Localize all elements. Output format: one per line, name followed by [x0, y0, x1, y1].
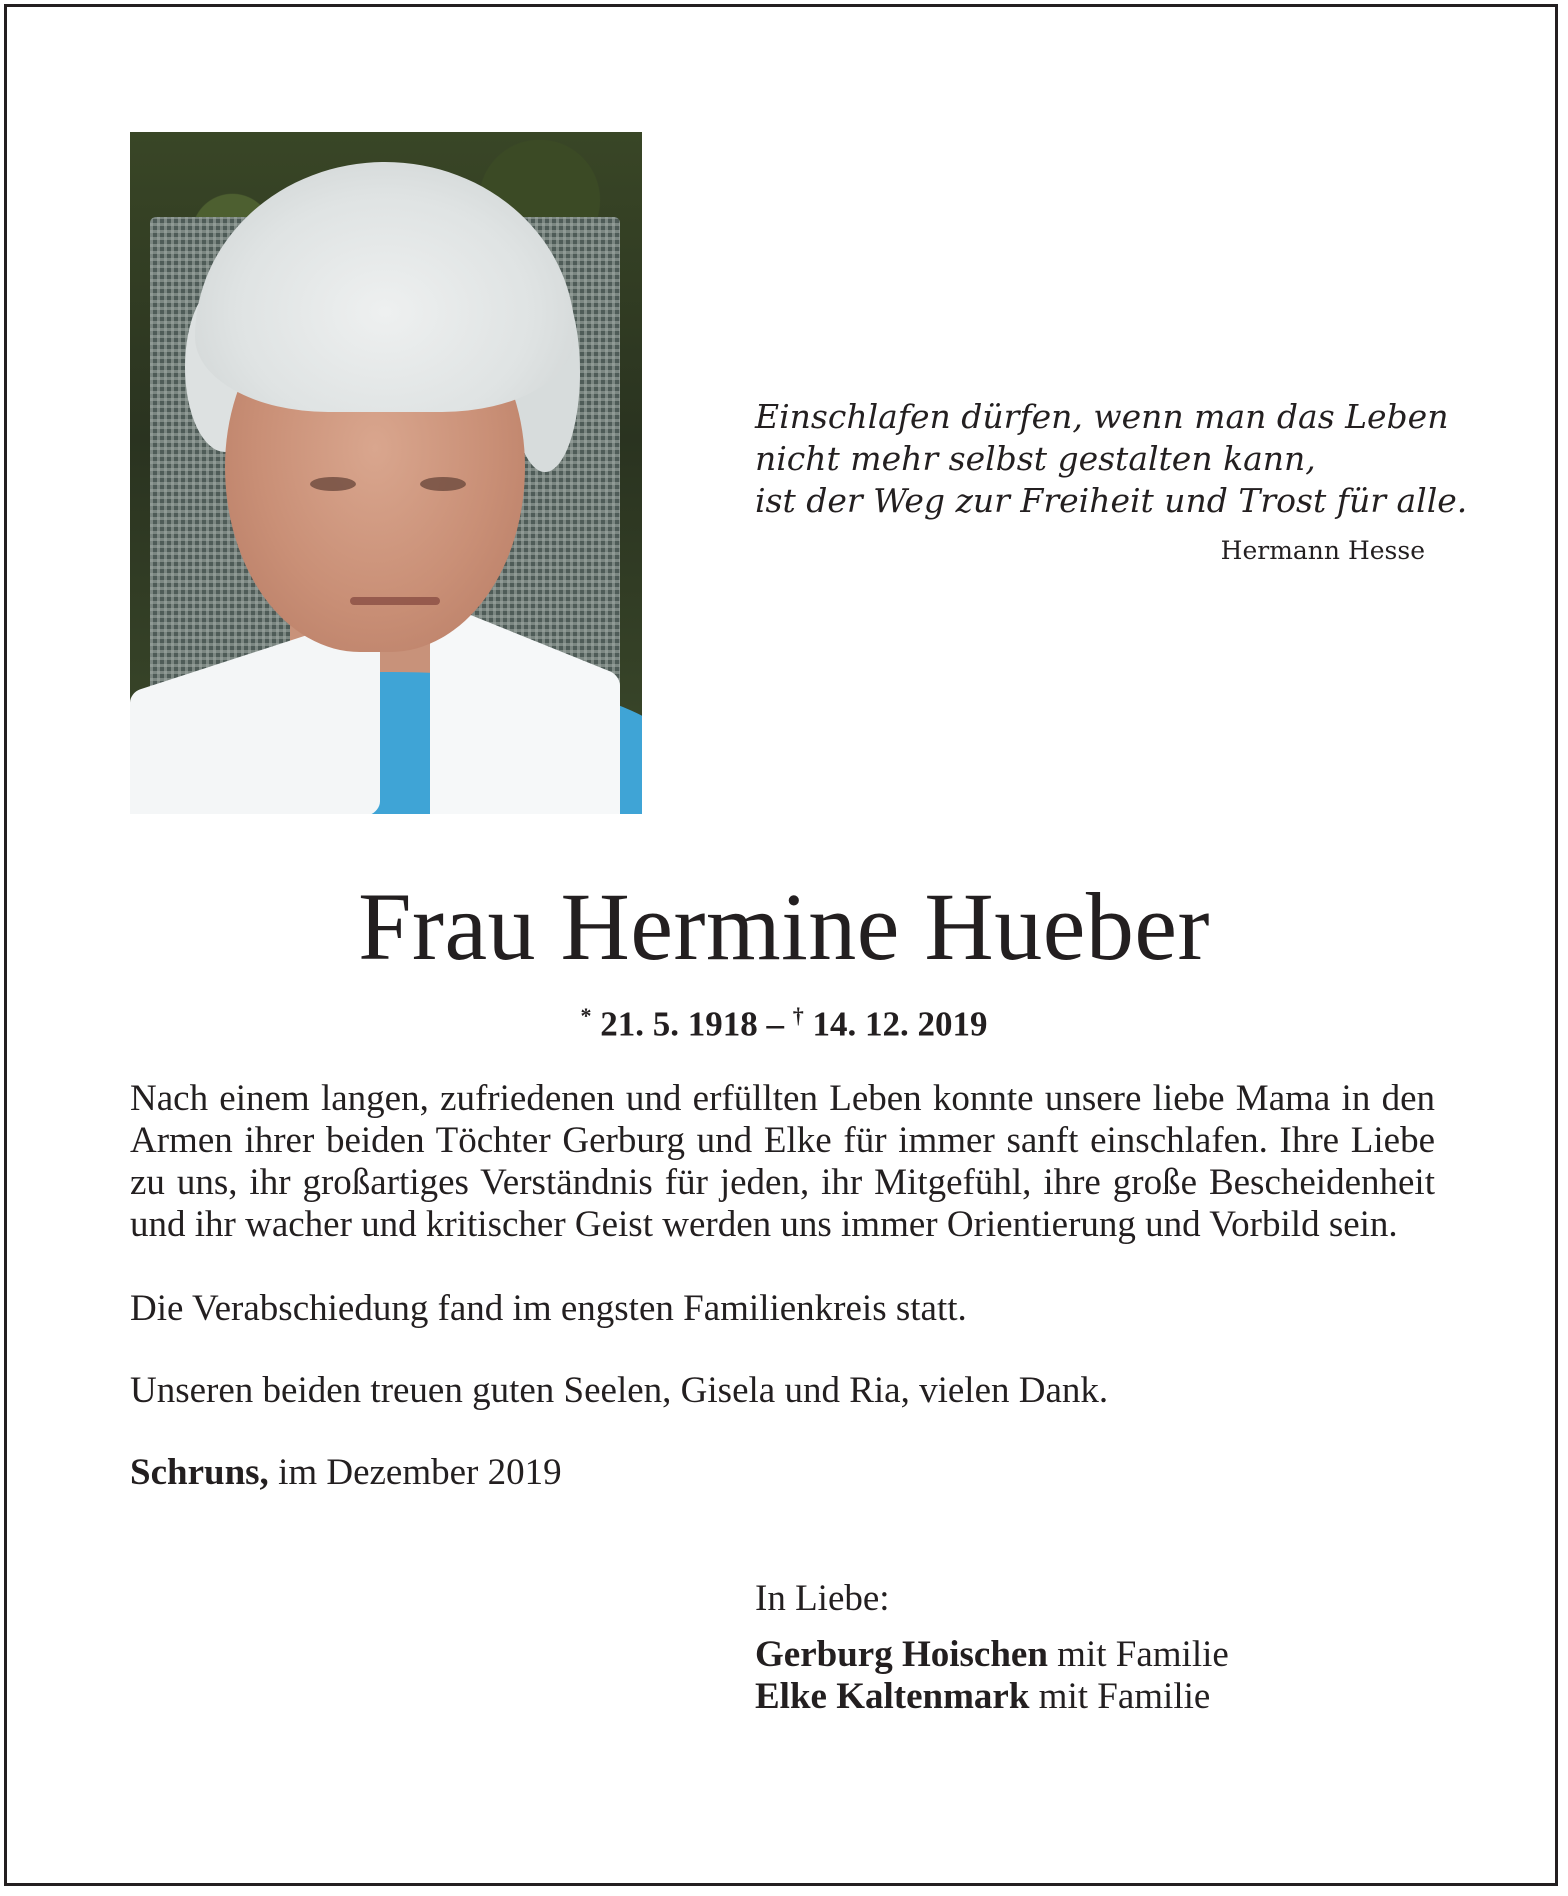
- closing-intro: In Liebe:: [755, 1578, 890, 1619]
- signer-name: Gerburg Hoischen: [755, 1634, 1048, 1675]
- signature-block: [755, 1578, 1455, 1718]
- quote-block: [755, 396, 1468, 568]
- body-paragraph: Nach einem langen, zufriedenen und erfüllten Leben konnte unsere liebe Mama in den Armen ihrer beiden Töchter Gerburg und Elke für immer sanft einschlafen. Ihre Liebe zu uns, ihr großartiges Verständnis für jeden, ihr Mitgefühl, ihre große Bescheidenheit und ihr wacher und kritischer Geist werden uns immer Orientierung und Vorbild sein.: [130, 1078, 1435, 1245]
- death-cross-icon: †: [792, 1003, 804, 1028]
- signer-suffix: mit Familie: [1057, 1634, 1229, 1675]
- quote-line: ist der Weg zur Freiheit und Trost für alle.: [755, 481, 1468, 520]
- eye-right: [420, 477, 466, 491]
- eye-left: [310, 477, 356, 491]
- birth-star-icon: *: [580, 1003, 592, 1028]
- quote-author: Hermann Hesse: [1220, 536, 1425, 565]
- death-date: 14. 12. 2019: [812, 1004, 988, 1044]
- place-date-line: [130, 1452, 1435, 1494]
- mouth: [350, 597, 440, 605]
- quote-line: Einschlafen dürfen, wenn man das Leben: [755, 397, 1449, 436]
- place: Schruns,: [130, 1452, 269, 1493]
- signer-name: Elke Kaltenmark: [755, 1676, 1030, 1717]
- portrait-photo: [130, 132, 642, 814]
- body-paragraph: Die Verabschiedung fand im engsten Familienkreis statt.: [130, 1288, 967, 1329]
- notice-date: im Dezember 2019: [278, 1452, 562, 1493]
- life-dates: [0, 995, 1568, 1046]
- deceased-name: Frau Hermine Hueber: [358, 873, 1210, 980]
- body-paragraph: Unseren beiden treuen guten Seelen, Gisela und Ria, vielen Dank.: [130, 1370, 1109, 1411]
- quote-line: nicht mehr selbst gestalten kann,: [755, 439, 1316, 478]
- signer-suffix: mit Familie: [1038, 1676, 1211, 1717]
- notice-body: [130, 1078, 1435, 1494]
- signer: [755, 1634, 1455, 1676]
- date-separator: –: [766, 1004, 784, 1044]
- birth-date: 21. 5. 1918: [600, 1004, 758, 1044]
- signer: [755, 1676, 1455, 1718]
